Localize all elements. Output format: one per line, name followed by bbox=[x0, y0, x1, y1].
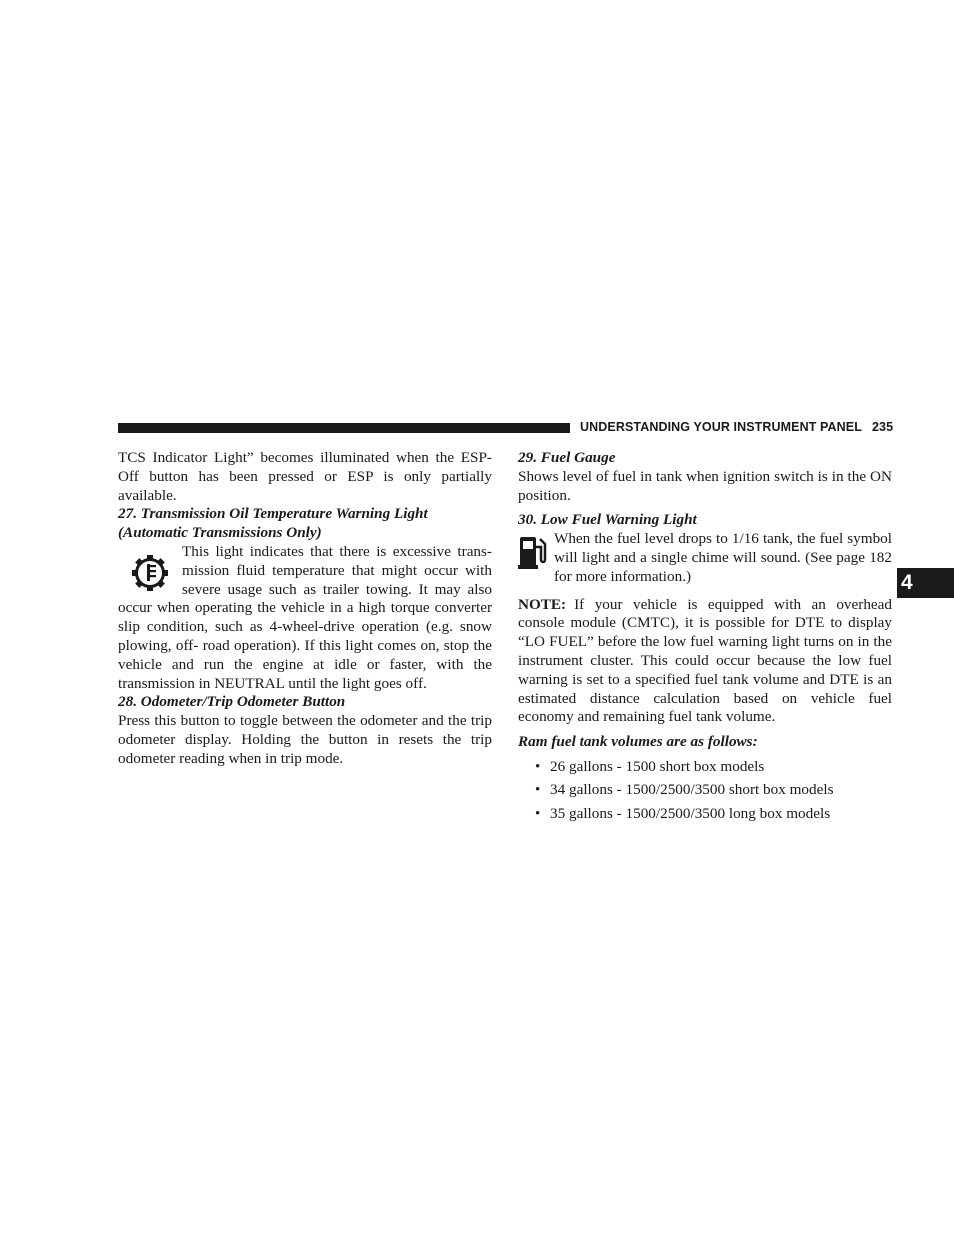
note-paragraph bbox=[518, 596, 892, 728]
page-number: 235 bbox=[871, 420, 894, 434]
item-30-body-block bbox=[518, 530, 892, 586]
item-27-body: This light indicates that there is excessive trans- mission fluid temperature that might occur with severe usage such as trailer towing. It may also occur when operating the vehicle in a high torque converter slip condition, such as 4-wheel-drive operation (e.g. snow plowing, off- road operation). If this light comes on, stop the vehicle and run the engine at idle or faster, with the transmission in NEUTRAL until the light goes off. bbox=[118, 542, 492, 692]
item-27-body-block bbox=[118, 543, 492, 693]
section-title: UNDERSTANDING YOUR INSTRUMENT PANEL bbox=[580, 420, 862, 434]
running-header bbox=[580, 420, 892, 434]
header-rule bbox=[118, 423, 570, 433]
list-item bbox=[518, 781, 892, 800]
item-30-body: When the fuel level drops to 1/16 tank, the fuel symbol will light and a single chime will sound. (See page 182 for more information.) bbox=[554, 530, 892, 585]
left-column bbox=[118, 449, 492, 769]
list-item-text: 26 gallons - 1500 short box models bbox=[550, 757, 765, 775]
transmission-temperature-icon bbox=[118, 547, 182, 599]
list-item bbox=[518, 805, 892, 824]
bullet-icon: • bbox=[535, 781, 541, 799]
fuel-pump-icon bbox=[518, 532, 554, 572]
item-27-heading-line2: (Automatic Transmissions Only) bbox=[118, 524, 322, 542]
list-item-text: 35 gallons - 1500/2500/3500 long box models bbox=[550, 804, 831, 822]
item-29-heading: 29. Fuel Gauge bbox=[518, 449, 616, 466]
list-item bbox=[518, 758, 892, 777]
item-27-heading-line1: 27. Transmission Oil Temperature Warning Light bbox=[118, 505, 428, 523]
list-item-text: 34 gallons - 1500/2500/3500 short box models bbox=[550, 781, 834, 799]
fuel-volumes-list bbox=[518, 758, 892, 824]
right-column bbox=[518, 449, 892, 828]
chapter-tab[interactable]: 4 bbox=[897, 568, 954, 598]
item-30-heading: 30. Low Fuel Warning Light bbox=[518, 511, 697, 529]
note-body: If your vehicle is equipped with an overhead console module (CMTC), it is possible for DTE to display “LO FUEL” before the low fuel warning light turns on in the instrument cluster. This could occur because the low fuel warning is set to a specified fuel tank volume and DTE is an estimated distance calculation based on vehicle fuel economy and remaining fuel tank volume. bbox=[518, 595, 892, 726]
item-28-body: Press this button to toggle between the odometer and the trip odometer display. Holding the button in resets the trip odometer reading when in trip mode. bbox=[118, 712, 492, 767]
item-28-heading: 28. Odometer/Trip Odometer Button bbox=[118, 693, 346, 711]
item-27-heading bbox=[118, 505, 492, 543]
bullet-icon: • bbox=[535, 757, 541, 775]
item-29-body: Shows level of fuel in tank when ignition switch is in the ON position. bbox=[518, 467, 892, 504]
bullet-icon: • bbox=[535, 804, 541, 822]
note-label: NOTE: bbox=[518, 595, 567, 613]
fuel-volumes-heading: Ram fuel tank volumes are as follows: bbox=[518, 733, 758, 751]
intro-paragraph: TCS Indicator Light” becomes illuminated when the ESP-Off button has been pressed or ESP is only partially available. bbox=[118, 449, 492, 504]
